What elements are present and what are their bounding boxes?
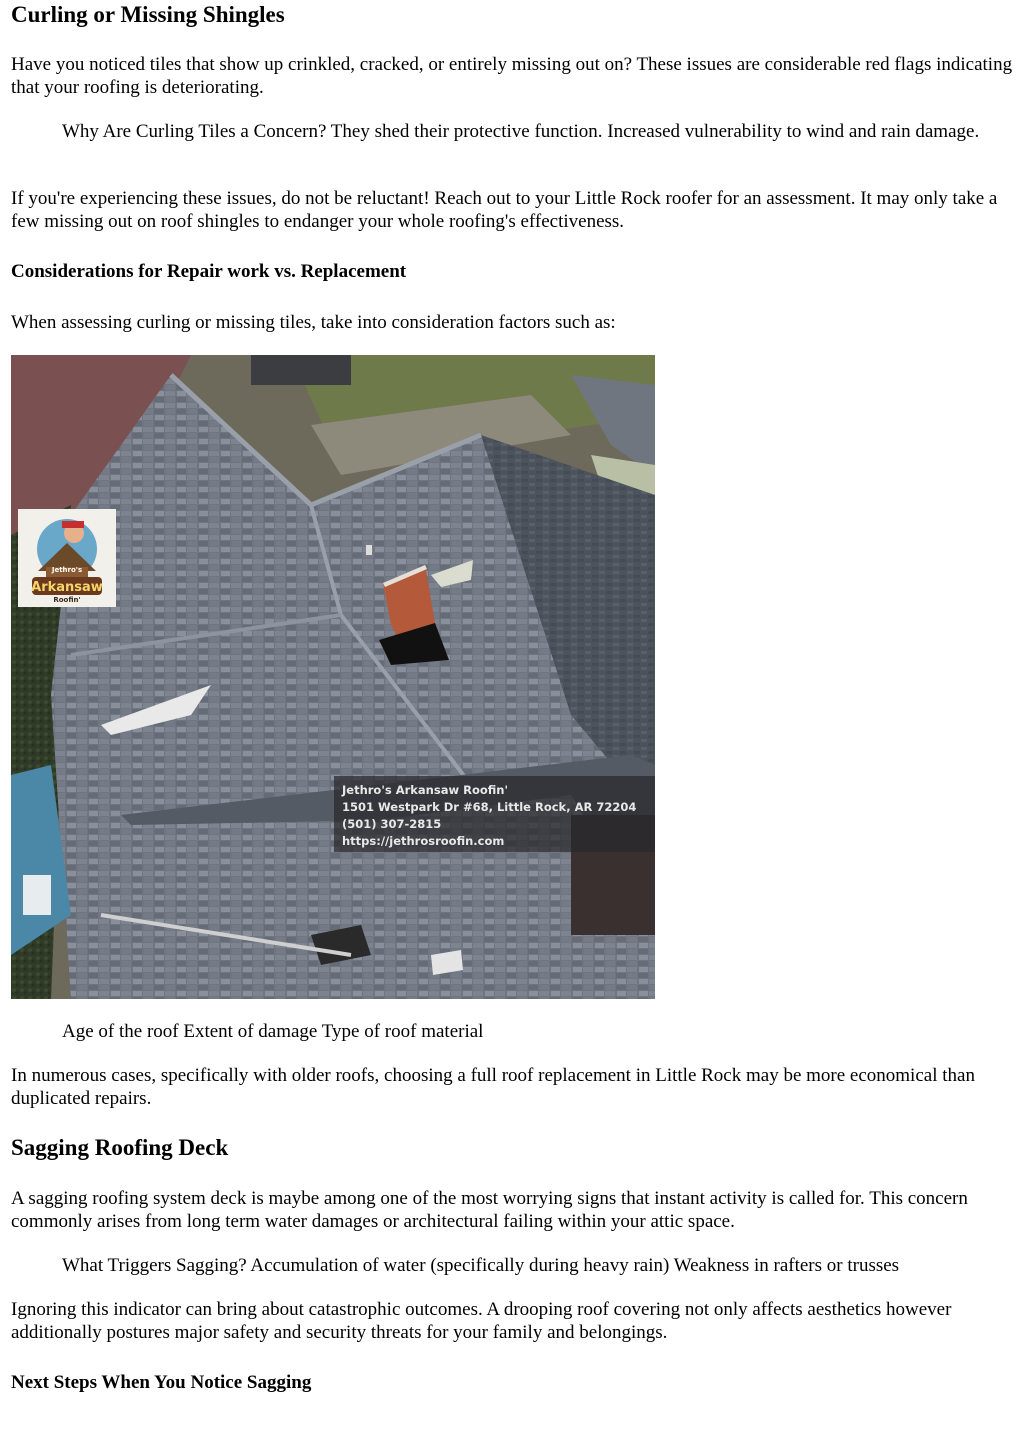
- quote-sagging-causes: What Triggers Sagging? Accumulation of water (specifically during heavy rain) Weakness in rafters or trusses: [62, 1255, 900, 1276]
- aerial-roof-image: [11, 355, 655, 999]
- paragraph-curling-followup: If you're experiencing these issues, do not be reluctant! Reach out to your Little Rock roofer for an assessment. It may only take a few missing out on roof shingles to endanger your whole roofing's effectiveness.: [11, 188, 998, 232]
- photo-caption-overlay: [334, 776, 655, 852]
- logo-text-bottom: Roofin': [53, 596, 81, 604]
- paragraph-considerations-intro: When assessing curling or missing tiles, take into consideration factors such as:: [11, 312, 616, 333]
- paragraph-curling-intro: Have you noticed tiles that show up crinkled, cracked, or entirely missing out on? These issues are considerable red flags indicating that your roofing is deteriorating.: [11, 54, 1013, 98]
- heading-sagging-deck: Sagging Roofing Deck: [11, 1135, 229, 1160]
- heading-next-steps: Next Steps When You Notice Sagging: [11, 1372, 312, 1393]
- paragraph-sagging-warning: Ignoring this indicator can bring about catastrophic outcomes. A drooping roof covering not only affects aesthetics however additionally postures major safety and security threats for your family and belongings.: [11, 1299, 952, 1343]
- logo-mascot-icon: [18, 509, 116, 607]
- quote-factors: Age of the roof Extent of damage Type of roof material: [62, 1021, 484, 1042]
- caption-company: Jethro's Arkansaw Roofin': [342, 783, 508, 797]
- logo-text-top: Jethro's: [51, 566, 83, 574]
- roof-photo: [11, 355, 655, 999]
- heading-considerations: Considerations for Repair work vs. Replacement: [11, 261, 407, 282]
- logo-text-main: Arkansaw: [31, 580, 103, 595]
- heading-curling-shingles: Curling or Missing Shingles: [11, 2, 285, 27]
- caption-phone: (501) 307-2815: [342, 817, 442, 831]
- paragraph-sagging-intro: A sagging roofing system deck is maybe among one of the most worrying signs that instant activity is called for. This concern commonly arises from long term water damages or architectural failing within your attic space.: [11, 1188, 968, 1232]
- caption-website: https://jethrosroofin.com: [342, 834, 505, 848]
- caption-address: 1501 Westpark Dr #68, Little Rock, AR 72204: [342, 800, 637, 814]
- company-logo: [18, 509, 116, 607]
- paragraph-considerations-conclusion: In numerous cases, specifically with older roofs, choosing a full roof replacement in Little Rock may be more economical than duplicated repairs.: [11, 1065, 975, 1109]
- quote-curling-concern: Why Are Curling Tiles a Concern? They shed their protective function. Increased vulnerability to wind and rain damage.: [62, 121, 980, 142]
